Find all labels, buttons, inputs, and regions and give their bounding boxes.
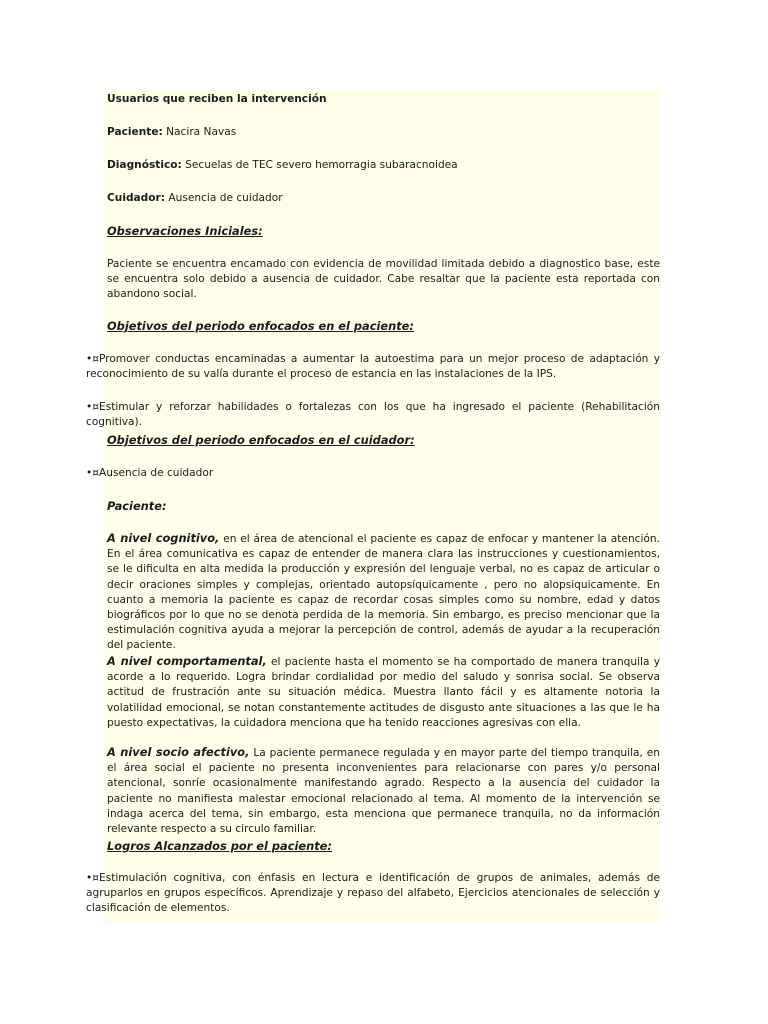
affective-lead: A nivel socio afectivo, [107,745,250,759]
diagnosis-label: Diagnóstico: [107,159,182,171]
list-item-text: Estimular y reforzar habilidades o fortalezas con los que ha ingresado el paciente (Rehabilitación cognitiva). [86,401,660,429]
behavioral-lead: A nivel comportamental, [107,654,267,668]
cognitive-text: en el área de atencional el paciente es capaz de enfocar y mantener la atención. En el área comunicativa es capaz de entender de manera clara las instrucciones y cuestionamientos, se le dificulta en alta medida la producción y expresión del lenguaje verbal, no es capaz de articular o decir oraciones simples y complejas, orientado autopsíquicamente , pero no alopsiquicamente. En cuanto a memoria la paciente es capaz de recordar cosas simples como su nombre, edad y datos biográficos por lo que no se denota perdida de la memoria. Sin embargo, es preciso mencionar que la estimulación cognitiva ayuda a mejorar la percepción de control, además de ayudar a la recuperación del paciente. [107,533,660,652]
list-item [86,400,660,430]
behavioral-text: el paciente hasta el momento se ha comportado de manera tranquila y acorde a lo requerido. Logra brindar cordialidad por medio del saludo y sonrisa social. Se observa actitud de frustración ante su situación médica. Muestra llanto fácil y es altamente notoria la volatilidad emocional, se notan constantemente actitudes de disgusto ante situaciones a las que le ha puesto expectativas, la cuidadora menciona que ha tenido reacciones agresivas con ella. [107,656,660,729]
patient-line [107,125,660,140]
initial-observations-text: Paciente se encuentra encamado con evidencia de movilidad limitada debido a diagnostico base, este se encuentra solo debido a ausencia de cuidador. Cabe resaltar que la paciente esta reportada con abandono social. [107,258,660,301]
cognitive-lead: A nivel cognitivo, [107,531,220,545]
caregiver-objectives-heading: Objetivos del periodo enfocados en el cuidador: [107,433,415,447]
affective-paragraph [107,745,660,837]
list-item [86,466,660,481]
list-item-text: Promover conductas encaminadas a aumentar la autoestima para un mejor proceso de adaptación y reconocimiento de su valía durante el proceso de estancia en las instalaciones de la IPS. [86,353,660,381]
affective-text: La paciente permanece regulada y en mayor parte del tiempo tranquila, en el área social el paciente no presenta inconvenientes para relacionarse con pares y/o personal atencional, sonríe ocasionalmente manifestando agrado. Respecto a la ausencia del cuidador la paciente no manifiesta malestar emocional relacionado al tema. Al momento de la intervención se indaga acerca del tema, sin embargo, esta menciona que permanece tranquila, no da información relevante respecto a su circulo familiar. [107,747,660,836]
patient-section-heading: Paciente: [107,499,167,513]
cognitive-paragraph [107,531,660,654]
behavioral-paragraph [107,654,660,731]
achievements-heading: Logros Alcanzados por el paciente: [107,839,332,853]
caregiver-label: Cuidador: [107,192,166,204]
caregiver-value: Ausencia de cuidador [165,192,283,204]
section-title: Usuarios que reciben la intervención [107,93,327,105]
list-item-text: Ausencia de cuidador [99,467,214,479]
bullet-icon: •¤ [86,353,99,365]
bullet-icon: •¤ [86,401,99,413]
caregiver-line [107,191,660,206]
initial-observations-heading: Observaciones Iniciales: [107,224,263,238]
bullet-icon: •¤ [86,467,99,479]
list-item [86,871,660,917]
diagnosis-value: Secuelas de TEC severo hemorragia subaracnoidea [181,159,458,171]
patient-label: Paciente: [107,126,163,138]
list-item-text: Estimulación cognitiva, con énfasis en lectura e identificación de grupos de animales, además de agruparlos en grupos específicos. Aprendizaje y repaso del alfabeto, Ejercicios atencionales de selección y clasificación de elementos. [86,872,660,915]
bullet-icon: •¤ [86,872,99,884]
patient-value: Nacira Navas [162,126,237,138]
diagnosis-line [107,158,660,173]
list-item [86,352,660,382]
patient-objectives-heading: Objetivos del periodo enfocados en el paciente: [107,319,414,333]
